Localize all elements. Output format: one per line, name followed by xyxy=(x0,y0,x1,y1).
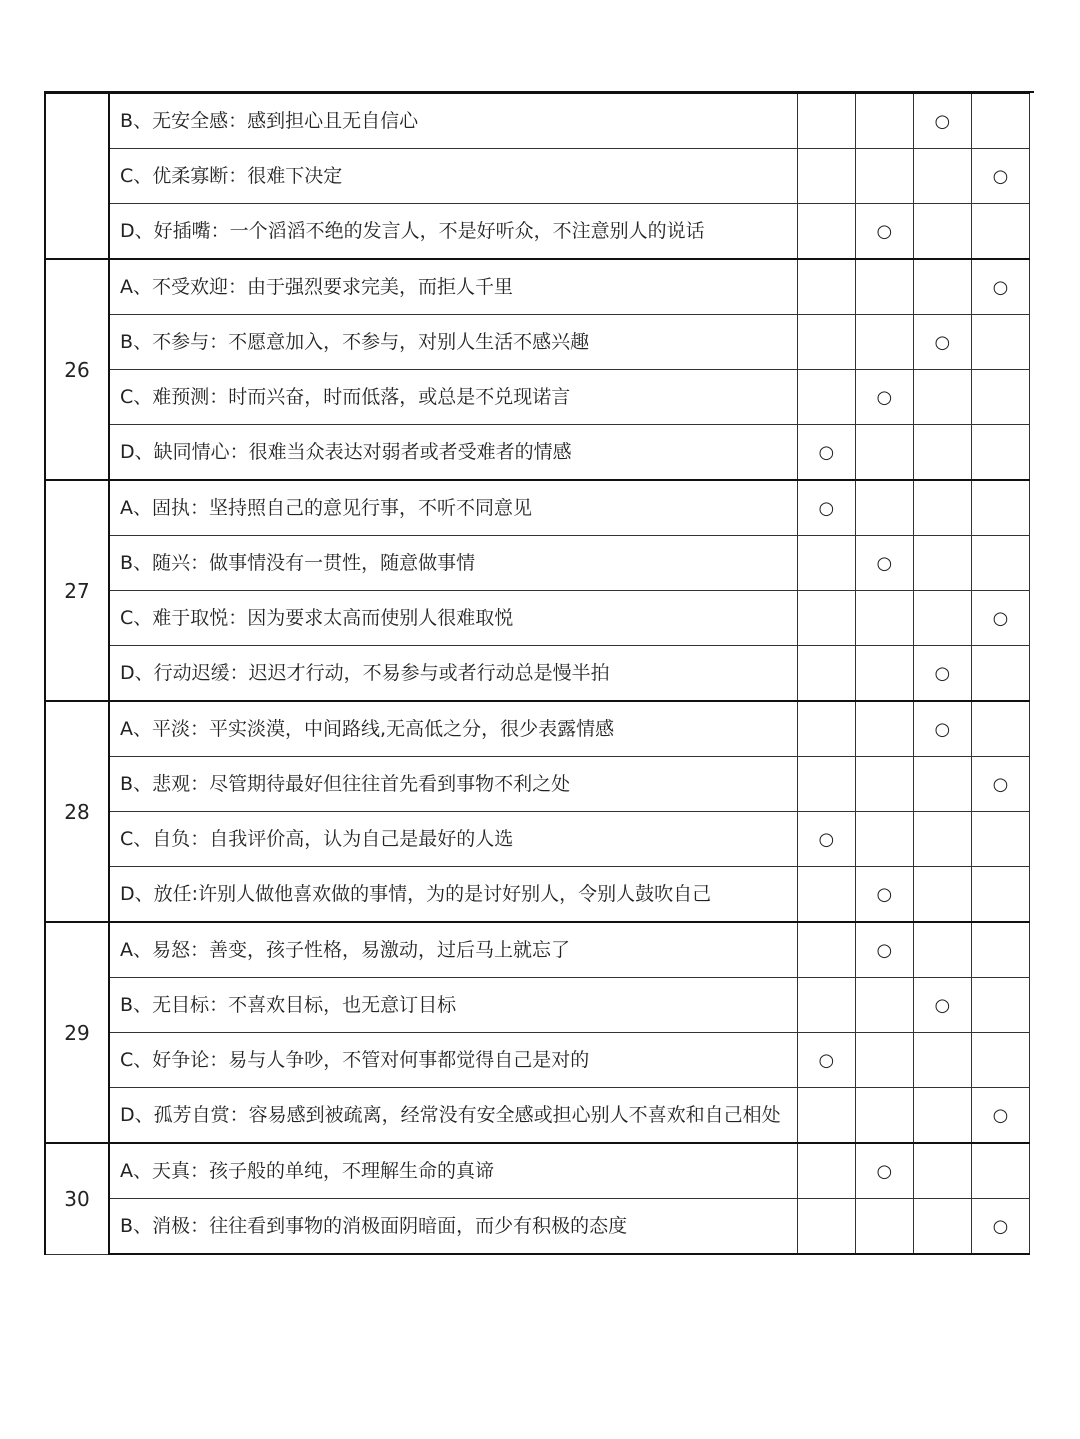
score-cell-1 xyxy=(797,646,855,702)
option-text: B、不参与：不愿意加入，不参与，对别人生活不感兴趣 xyxy=(109,315,797,370)
score-cell-3 xyxy=(913,149,971,204)
score-cell-3: ○ xyxy=(913,701,971,757)
question-number: 27 xyxy=(45,480,109,701)
table-row xyxy=(45,757,1030,812)
score-cell-4 xyxy=(971,93,1029,149)
score-cell-1 xyxy=(797,922,855,978)
score-cell-2 xyxy=(855,757,913,812)
score-cell-2 xyxy=(855,1088,913,1144)
question-number: 30 xyxy=(45,1143,109,1254)
score-cell-1: ○ xyxy=(797,425,855,481)
score-cell-1 xyxy=(797,591,855,646)
score-cell-1 xyxy=(797,536,855,591)
table-row xyxy=(45,1199,1030,1255)
score-cell-3 xyxy=(913,1088,971,1144)
score-cell-2 xyxy=(855,1199,913,1255)
questionnaire-table xyxy=(44,92,1030,1255)
option-text: D、放任:许别人做他喜欢做的事情，为的是讨好别人，令别人鼓吹自己 xyxy=(109,867,797,923)
score-cell-1 xyxy=(797,1088,855,1144)
score-cell-3 xyxy=(913,259,971,315)
score-cell-4 xyxy=(971,1143,1029,1199)
score-cell-4 xyxy=(971,701,1029,757)
score-cell-2: ○ xyxy=(855,1143,913,1199)
score-cell-3 xyxy=(913,204,971,260)
score-cell-4 xyxy=(971,536,1029,591)
table-row xyxy=(45,1143,1030,1199)
score-cell-3: ○ xyxy=(913,978,971,1033)
score-cell-1 xyxy=(797,204,855,260)
score-cell-2 xyxy=(855,591,913,646)
score-cell-4 xyxy=(971,425,1029,481)
score-cell-1 xyxy=(797,1143,855,1199)
score-cell-4: ○ xyxy=(971,591,1029,646)
option-text: A、平淡：平实淡漠，中间路线,无高低之分，很少表露情感 xyxy=(109,701,797,757)
option-text: C、优柔寡断：很难下决定 xyxy=(109,149,797,204)
score-cell-3 xyxy=(913,1199,971,1255)
option-text: B、无安全感：感到担心且无自信心 xyxy=(109,93,797,149)
score-cell-4: ○ xyxy=(971,259,1029,315)
option-text: A、易怒：善变，孩子性格，易激动，过后马上就忘了 xyxy=(109,922,797,978)
score-cell-2 xyxy=(855,646,913,702)
option-text: D、行动迟缓：迟迟才行动，不易参与或者行动总是慢半拍 xyxy=(109,646,797,702)
score-cell-2 xyxy=(855,259,913,315)
score-cell-4 xyxy=(971,370,1029,425)
option-text: D、缺同情心：很难当众表达对弱者或者受难者的情感 xyxy=(109,425,797,481)
score-cell-3 xyxy=(913,867,971,923)
score-cell-3 xyxy=(913,480,971,536)
table-row xyxy=(45,204,1030,260)
option-text: C、难于取悦：因为要求太高而使别人很难取悦 xyxy=(109,591,797,646)
table-row xyxy=(45,149,1030,204)
option-text: A、固执：坚持照自己的意见行事，不听不同意见 xyxy=(109,480,797,536)
score-cell-3 xyxy=(913,812,971,867)
score-cell-1 xyxy=(797,149,855,204)
table-row xyxy=(45,536,1030,591)
question-number: 29 xyxy=(45,922,109,1143)
option-text: C、难预测：时而兴奋，时而低落，或总是不兑现诺言 xyxy=(109,370,797,425)
score-cell-2 xyxy=(855,315,913,370)
score-cell-4: ○ xyxy=(971,757,1029,812)
score-cell-2: ○ xyxy=(855,536,913,591)
question-number: 26 xyxy=(45,259,109,480)
score-cell-2 xyxy=(855,480,913,536)
score-cell-1 xyxy=(797,701,855,757)
score-cell-2 xyxy=(855,93,913,149)
table-row xyxy=(45,867,1030,923)
table-row xyxy=(45,93,1030,149)
questionnaire-sheet xyxy=(44,92,1030,1255)
table-row xyxy=(45,922,1030,978)
score-cell-1 xyxy=(797,315,855,370)
score-cell-4 xyxy=(971,204,1029,260)
score-cell-1: ○ xyxy=(797,1033,855,1088)
score-cell-4 xyxy=(971,480,1029,536)
score-cell-2: ○ xyxy=(855,370,913,425)
score-cell-2 xyxy=(855,149,913,204)
score-cell-3 xyxy=(913,591,971,646)
option-text: B、悲观：尽管期待最好但往往首先看到事物不利之处 xyxy=(109,757,797,812)
score-cell-4 xyxy=(971,867,1029,923)
table-row xyxy=(45,370,1030,425)
score-cell-2: ○ xyxy=(855,867,913,923)
score-cell-4 xyxy=(971,1033,1029,1088)
questionnaire-body xyxy=(45,93,1030,1254)
score-cell-1 xyxy=(797,93,855,149)
score-cell-2: ○ xyxy=(855,922,913,978)
score-cell-2 xyxy=(855,701,913,757)
table-row xyxy=(45,1033,1030,1088)
score-cell-1 xyxy=(797,978,855,1033)
option-text: B、消极：往往看到事物的消极面阴暗面，而少有积极的态度 xyxy=(109,1199,797,1255)
option-text: B、无目标：不喜欢目标，也无意订目标 xyxy=(109,978,797,1033)
score-cell-2 xyxy=(855,978,913,1033)
option-text: A、不受欢迎：由于强烈要求完美，而拒人千里 xyxy=(109,259,797,315)
question-number xyxy=(45,93,109,259)
score-cell-3 xyxy=(913,1033,971,1088)
score-cell-3: ○ xyxy=(913,315,971,370)
score-cell-3 xyxy=(913,370,971,425)
score-cell-1 xyxy=(797,1199,855,1255)
score-cell-1: ○ xyxy=(797,480,855,536)
table-row xyxy=(45,591,1030,646)
option-text: D、孤芳自赏：容易感到被疏离，经常没有安全感或担心别人不喜欢和自己相处 xyxy=(109,1088,797,1144)
option-text: C、好争论：易与人争吵，不管对何事都觉得自己是对的 xyxy=(109,1033,797,1088)
score-cell-4 xyxy=(971,978,1029,1033)
score-cell-3 xyxy=(913,922,971,978)
score-cell-2 xyxy=(855,425,913,481)
score-cell-3: ○ xyxy=(913,93,971,149)
table-row xyxy=(45,646,1030,702)
score-cell-2: ○ xyxy=(855,204,913,260)
table-row xyxy=(45,978,1030,1033)
table-row xyxy=(45,812,1030,867)
score-cell-3 xyxy=(913,757,971,812)
score-cell-4 xyxy=(971,315,1029,370)
option-text: C、自负：自我评价高，认为自己是最好的人选 xyxy=(109,812,797,867)
table-row xyxy=(45,480,1030,536)
score-cell-2 xyxy=(855,1033,913,1088)
score-cell-3 xyxy=(913,1143,971,1199)
score-cell-3 xyxy=(913,425,971,481)
table-row xyxy=(45,1088,1030,1144)
question-number: 28 xyxy=(45,701,109,922)
score-cell-1: ○ xyxy=(797,812,855,867)
score-cell-4: ○ xyxy=(971,1199,1029,1255)
score-cell-1 xyxy=(797,259,855,315)
score-cell-4 xyxy=(971,922,1029,978)
table-row xyxy=(45,315,1030,370)
score-cell-4: ○ xyxy=(971,1088,1029,1144)
score-cell-4 xyxy=(971,812,1029,867)
option-text: B、随兴：做事情没有一贯性，随意做事情 xyxy=(109,536,797,591)
score-cell-4 xyxy=(971,646,1029,702)
score-cell-1 xyxy=(797,867,855,923)
score-cell-2 xyxy=(855,812,913,867)
option-text: D、好插嘴：一个滔滔不绝的发言人，不是好听众，不注意别人的说话 xyxy=(109,204,797,260)
score-cell-4: ○ xyxy=(971,149,1029,204)
score-cell-1 xyxy=(797,370,855,425)
score-cell-1 xyxy=(797,757,855,812)
score-cell-3: ○ xyxy=(913,646,971,702)
table-row xyxy=(45,259,1030,315)
score-cell-3 xyxy=(913,536,971,591)
table-row xyxy=(45,701,1030,757)
table-row xyxy=(45,425,1030,481)
option-text: A、天真：孩子般的单纯，不理解生命的真谛 xyxy=(109,1143,797,1199)
